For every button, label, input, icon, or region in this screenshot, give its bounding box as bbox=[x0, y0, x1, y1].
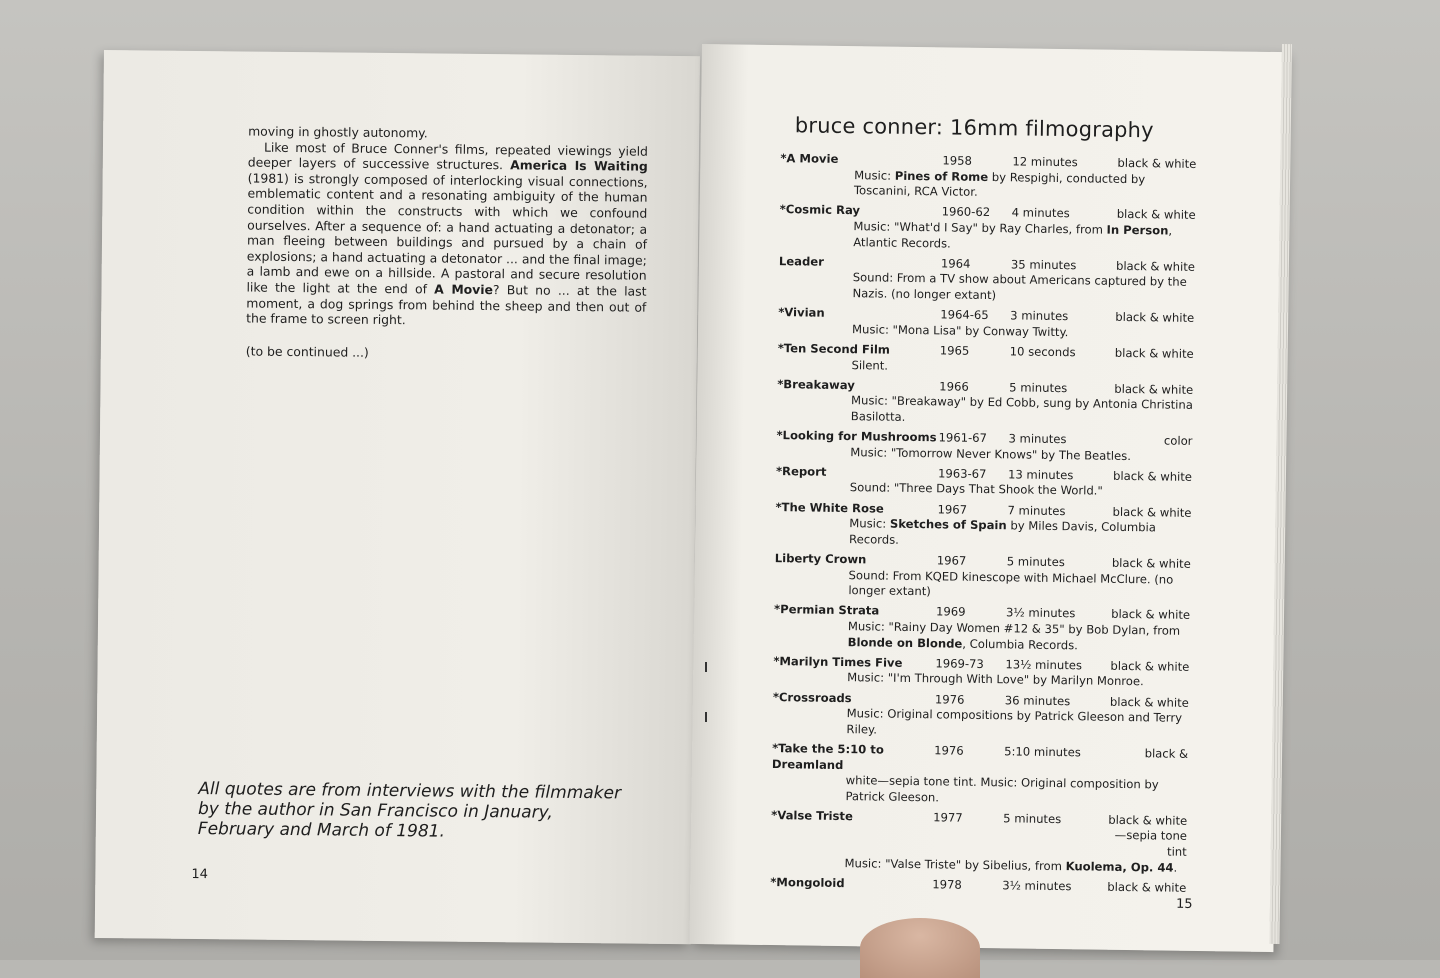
film-note bbox=[777, 392, 1193, 429]
film-note-text: Music: "I'm Through With Love" by Marilyn Monroe. bbox=[847, 670, 1144, 689]
film-note-text: by Respighi, conducted by Toscanini, RCA Victor. bbox=[853, 169, 1146, 200]
film-duration: 13 minutes bbox=[1007, 467, 1074, 483]
film-header-row bbox=[770, 875, 1186, 896]
film-format: black & white bbox=[1116, 207, 1196, 223]
binding-stitch bbox=[705, 662, 707, 672]
film-note-album: Blonde on Blonde bbox=[847, 634, 963, 651]
film-duration: 5 minutes bbox=[1006, 554, 1065, 570]
film-note-text: Music: "Valse Triste" by Sibelius, from bbox=[844, 855, 1066, 873]
essay-text-run: ? But no ... at the last moment, a dog springs from behind the sheep and then out of the frame to screen right. bbox=[246, 282, 647, 328]
film-entry bbox=[777, 377, 1194, 430]
film-note-text: Music: bbox=[854, 167, 895, 183]
film-duration: 3½ minutes bbox=[1002, 878, 1072, 894]
film-name: *Looking for Mushrooms bbox=[776, 428, 937, 445]
film-title-america-is-waiting: America Is Waiting bbox=[510, 157, 648, 174]
film-entry bbox=[774, 602, 1191, 655]
film-entry bbox=[776, 428, 1192, 465]
film-name: *Marilyn Times Five bbox=[773, 653, 903, 670]
film-duration: 13½ minutes bbox=[1005, 657, 1083, 673]
film-name: Liberty Crown bbox=[774, 551, 867, 567]
filmography-title: bruce conner: 16mm filmography bbox=[794, 113, 1154, 143]
essay-text-run: Like most of Bruce Conner's films, repeated viewings yield deeper layers of successive structures. bbox=[247, 139, 649, 173]
thumb bbox=[860, 918, 980, 978]
film-year: 1966 bbox=[939, 379, 969, 394]
film-entry bbox=[780, 151, 1197, 204]
film-year: 1969 bbox=[935, 604, 966, 620]
film-entry bbox=[773, 654, 1189, 691]
film-name: *Report bbox=[775, 463, 827, 479]
film-note bbox=[778, 269, 1194, 306]
film-note bbox=[771, 772, 1187, 809]
film-entry bbox=[776, 464, 1192, 501]
essay-text-run: (1981) is strongly composed of interlocking visual connections, emblematic content and a resonating ambiguity of the human condition within the constructs with which we confound ourselves. After a sequence of: a hand actuating a detonator; a man fleeing between buildings and pursued by a chain of explosions; a hand actuating a detonator ... and the final image; a lamb and ewe on a hillside. A pastoral and secure resolution like the light at the end of bbox=[246, 170, 648, 297]
film-name: *The White Rose bbox=[775, 499, 884, 516]
film-format: black & white bbox=[1109, 694, 1189, 710]
film-duration: 36 minutes bbox=[1004, 692, 1071, 708]
film-year: 1960-62 bbox=[941, 204, 991, 220]
film-entry bbox=[778, 254, 1195, 307]
film-duration: 35 minutes bbox=[1010, 257, 1077, 272]
film-format: black & white bbox=[1110, 658, 1190, 674]
film-note bbox=[774, 618, 1190, 655]
film-year: 1969-73 bbox=[935, 656, 984, 671]
film-note-text: , Columbia Records. bbox=[962, 636, 1079, 652]
film-note-text: , Atlantic Records. bbox=[853, 223, 1173, 251]
film-duration: 5 minutes bbox=[1003, 811, 1062, 826]
film-entry bbox=[772, 690, 1189, 743]
film-note bbox=[780, 167, 1196, 204]
film-format: black & white bbox=[1111, 555, 1191, 571]
film-duration: 3 minutes bbox=[1010, 308, 1069, 324]
film-note-album: Sketches of Spain bbox=[889, 516, 1007, 533]
film-note-album: In Person bbox=[1106, 222, 1169, 238]
film-year: 1967 bbox=[936, 553, 967, 568]
film-year: 1964 bbox=[940, 256, 971, 271]
film-note-text: Sound: "Three Days That Shook the World." bbox=[849, 480, 1103, 499]
film-note-text: white—sepia tone tint. Music: Original composition by Patrick Gleeson. bbox=[845, 773, 1159, 805]
film-entry bbox=[771, 741, 1188, 809]
film-name: *Breakaway bbox=[777, 376, 855, 392]
film-name: Leader bbox=[778, 253, 825, 269]
film-name: *Mongoloid bbox=[770, 874, 845, 890]
film-year: 1976 bbox=[934, 743, 964, 758]
film-name: *Permian Strata bbox=[774, 602, 880, 618]
film-note-album: Kuolema, Op. 44 bbox=[1065, 858, 1174, 875]
film-note-text: Sound: From a TV show about Americans captured by the Nazis. (no longer extant) bbox=[852, 270, 1187, 303]
film-entry bbox=[774, 551, 1191, 604]
film-name: *Take the 5:10 to Dreamland bbox=[771, 740, 884, 772]
film-format: black & white bbox=[1111, 607, 1191, 623]
filmography-list bbox=[770, 151, 1196, 901]
film-header-row bbox=[772, 741, 1188, 778]
quotes-note: All quotes are from interviews with the filmmaker by the author in San Francisco in January, February and March of 1981. bbox=[197, 779, 622, 842]
film-duration: 4 minutes bbox=[1011, 205, 1070, 221]
film-note bbox=[775, 515, 1191, 552]
film-entry bbox=[779, 202, 1196, 255]
film-name: *Crossroads bbox=[772, 689, 852, 705]
film-note bbox=[774, 567, 1190, 604]
film-note bbox=[779, 218, 1195, 255]
film-note-text: Music: "Tomorrow Never Knows" by The Beatles. bbox=[850, 444, 1132, 463]
film-year: 1967 bbox=[937, 501, 968, 517]
film-note-text: Silent. bbox=[851, 357, 889, 373]
film-duration: 5:10 minutes bbox=[1004, 744, 1081, 760]
film-entry bbox=[778, 305, 1194, 342]
film-entry bbox=[770, 808, 1187, 876]
film-year: 1978 bbox=[932, 877, 962, 892]
film-note-text: Music: "Breakaway" by Ed Cobb, sung by Antonia Christina Basilotta. bbox=[850, 393, 1194, 424]
film-entry bbox=[775, 500, 1192, 553]
film-year: 1958 bbox=[942, 153, 973, 168]
film-format: black & white bbox=[1117, 155, 1197, 171]
film-format: black & bbox=[1144, 746, 1189, 761]
film-format: black & white bbox=[1114, 345, 1194, 361]
film-format: color bbox=[1163, 433, 1193, 448]
film-note-text: by Miles Davis, Columbia Records. bbox=[849, 518, 1156, 547]
film-header-row bbox=[771, 808, 1188, 861]
film-name: *Cosmic Ray bbox=[779, 202, 861, 218]
film-format: black & white bbox=[1115, 309, 1195, 326]
film-format: black & white bbox=[1114, 381, 1194, 397]
left-page bbox=[95, 50, 700, 944]
film-format: black & white bbox=[1112, 468, 1193, 484]
film-duration: 10 seconds bbox=[1009, 344, 1076, 360]
film-entry bbox=[777, 341, 1193, 378]
film-note-text: Music: "Rainy Day Women #12 & 35" by Bob Dylan, from bbox=[847, 619, 1181, 638]
film-year: 1976 bbox=[934, 691, 965, 707]
right-page bbox=[689, 44, 1286, 952]
film-note-text: Music: "What'd I Say" by Ray Charles, from bbox=[853, 219, 1107, 237]
film-duration: 7 minutes bbox=[1007, 502, 1066, 518]
film-duration: 12 minutes bbox=[1012, 154, 1078, 170]
film-format: black & white bbox=[1112, 504, 1192, 520]
film-format: black & white bbox=[1107, 879, 1187, 895]
film-format: black & white—sepia tone tint bbox=[1108, 812, 1188, 859]
essay-paragraph-2 bbox=[246, 139, 648, 330]
film-title-a-movie: A Movie bbox=[434, 281, 494, 298]
film-year: 1965 bbox=[939, 343, 970, 358]
film-duration: 3 minutes bbox=[1008, 431, 1067, 447]
film-note-text: Music: "Mona Lisa" by Conway Twitty. bbox=[851, 321, 1069, 339]
film-name: *A Movie bbox=[780, 151, 839, 166]
film-note bbox=[772, 705, 1188, 742]
film-format: black & white bbox=[1115, 258, 1196, 274]
film-name: *Valse Triste bbox=[771, 807, 853, 824]
film-name: *Vivian bbox=[778, 305, 825, 320]
film-entry bbox=[770, 875, 1186, 896]
film-year: 1977 bbox=[933, 810, 963, 825]
page-number-left: 14 bbox=[191, 866, 208, 883]
film-note-text: . bbox=[1173, 860, 1178, 875]
essay-paragraph-1: moving in ghostly autonomy. bbox=[248, 123, 428, 141]
binding-stitch bbox=[705, 712, 707, 722]
film-note-text: Music: Original compositions by Patrick Gleeson and Terry Riley. bbox=[846, 706, 1183, 737]
film-year: 1961-67 bbox=[938, 430, 988, 446]
film-name: *Ten Second Film bbox=[777, 340, 891, 357]
film-note-text: Music: bbox=[849, 516, 890, 531]
film-year: 1963-67 bbox=[937, 466, 987, 481]
film-year: 1964-65 bbox=[940, 307, 989, 323]
film-note-text: Sound: From KQED kinescope with Michael McClure. (no longer extant) bbox=[848, 567, 1174, 599]
to-be-continued: (to be continued ...) bbox=[245, 343, 369, 360]
essay-text bbox=[246, 124, 648, 331]
film-duration: 5 minutes bbox=[1009, 380, 1068, 395]
page-number-right: 15 bbox=[1175, 896, 1193, 912]
film-note-album: Pines of Rome bbox=[894, 168, 989, 184]
film-duration: 3½ minutes bbox=[1005, 605, 1076, 621]
